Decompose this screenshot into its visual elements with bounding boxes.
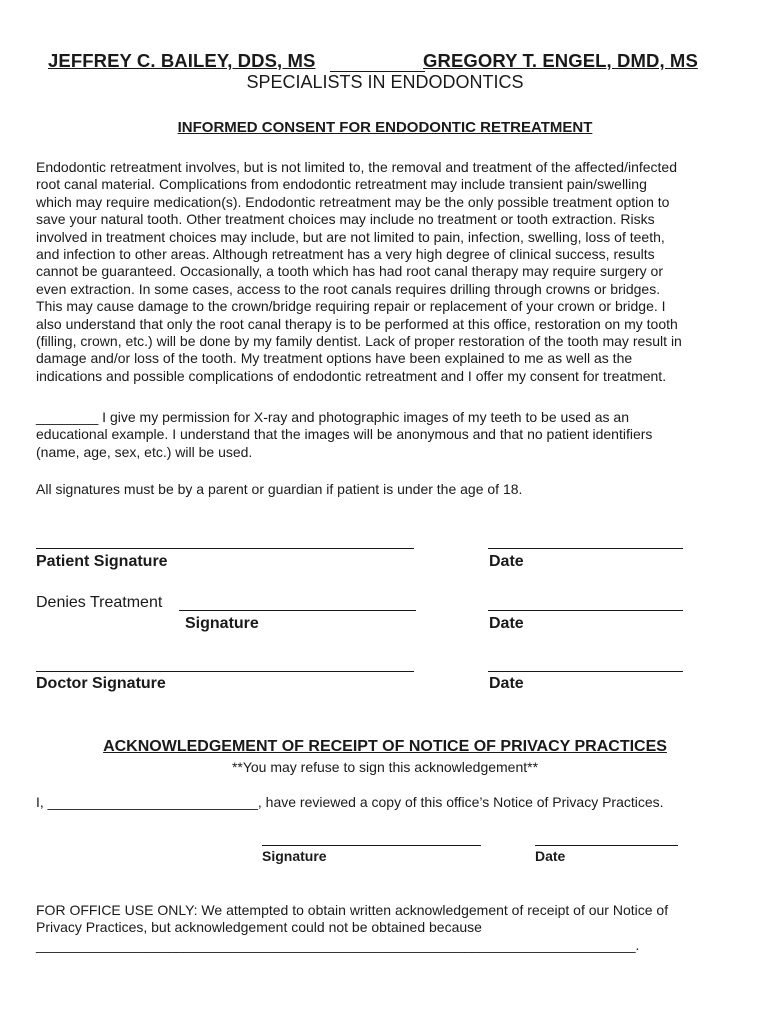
xray-line: ________ I give my permission for X-ray and photographic images of my teeth to be used as an <box>36 409 630 425</box>
privacy-signature-line[interactable] <box>262 845 481 846</box>
doctor-signature-line[interactable] <box>36 671 414 672</box>
office-use-line: Privacy Practices, but acknowledgement could not be obtained because <box>36 919 482 936</box>
privacy-statement[interactable]: I, ___________________________, have reviewed a copy of this office’s Notice of Privacy Practices. <box>36 794 664 810</box>
paragraph-line: indications and possible complications of endodontic retreatment and I offer my consent for treatment. <box>36 367 667 384</box>
refuse-note: **You may refuse to sign this acknowledgement** <box>231 759 539 775</box>
doctor-date-label: Date <box>489 675 524 692</box>
privacy-title: ACKNOWLEDGEMENT OF RECEIPT OF NOTICE OF PRIVACY PRACTICES <box>103 738 667 755</box>
denies-signature-line[interactable] <box>179 610 416 611</box>
paragraph-line: root canal material. Complications from endodontic retreatment may include transient pain/swelling <box>36 176 647 193</box>
paragraph-line: This may cause damage to the crown/bridge requiring repair or replacement of your crown or bridge. I <box>36 298 666 315</box>
paragraph-line: which may require medication(s). Endodontic retreatment may be the only possible treatment option to <box>36 193 670 210</box>
consent-title: INFORMED CONSENT FOR ENDODONTIC RETREATMENT <box>177 119 593 136</box>
paragraph-line: cannot be guaranteed. Occasionally, a tooth which has had root canal therapy may require surgery or <box>36 263 663 280</box>
privacy-date-line[interactable] <box>535 845 678 846</box>
office-use-reason-line[interactable]: _____________________________________________________________________________. <box>36 936 640 953</box>
paragraph-line: and infection to other areas. Although retreatment has a very high degree of clinical success, results <box>36 246 655 263</box>
paragraph-line: damage and/or loss of the tooth. My treatment options have been explained to me as well as the <box>36 350 633 367</box>
paragraph-line: Endodontic retreatment involves, but is not limited to, the removal and treatment of the affected/infected <box>36 159 677 175</box>
doctor-name-right: GREGORY T. ENGEL, DMD, MS <box>423 50 698 71</box>
xray-line: (name, age, sex, etc.) will be used. <box>36 443 253 460</box>
denies-signature-label: Signature <box>185 615 259 632</box>
doctor-name-left: JEFFREY C. BAILEY, DDS, MS <box>48 50 316 71</box>
guardian-note: All signatures must be by a parent or guardian if patient is under the age of 18. <box>36 481 523 497</box>
consent-paragraph <box>36 159 736 385</box>
xray-permission[interactable] <box>36 409 736 461</box>
privacy-date-label: Date <box>535 848 566 864</box>
paragraph-line: save your natural tooth. Other treatment choices may include no treatment or tooth extraction. Risks <box>36 211 655 228</box>
denies-treatment-label: Denies Treatment <box>36 594 163 611</box>
denies-date-label: Date <box>489 615 524 632</box>
privacy-signature-label: Signature <box>262 848 327 864</box>
paragraph-line: involved in treatment choices may include, but are not limited to pain, infection, swelling, loss of teeth, <box>36 228 665 245</box>
practice-subtitle: SPECIALISTS IN ENDODONTICS <box>246 72 524 92</box>
patient-date-line[interactable] <box>488 548 683 549</box>
patient-date-label: Date <box>489 553 524 570</box>
doctor-date-line[interactable] <box>488 671 683 672</box>
office-use-note <box>36 902 736 954</box>
patient-signature-line[interactable] <box>36 548 414 549</box>
doctor-signature-label: Doctor Signature <box>36 675 166 692</box>
paragraph-line: even extraction. In some cases, access to the root canals requires drilling through crowns or bridges. <box>36 280 661 297</box>
paragraph-line: also understand that only the root canal therapy is to be performed at this office, restoration on my tooth <box>36 315 678 332</box>
office-use-line: FOR OFFICE USE ONLY: We attempted to obtain written acknowledgement of receipt of our Notice of <box>36 902 669 918</box>
patient-signature-label: Patient Signature <box>36 553 168 570</box>
xray-line: educational example. I understand that the images will be anonymous and that no patient identifiers <box>36 426 653 443</box>
paragraph-line: (filling, crown, etc.) will be done by my family dentist. Lack of proper restoration of the tooth may result in <box>36 333 682 350</box>
denies-date-line[interactable] <box>488 610 683 611</box>
